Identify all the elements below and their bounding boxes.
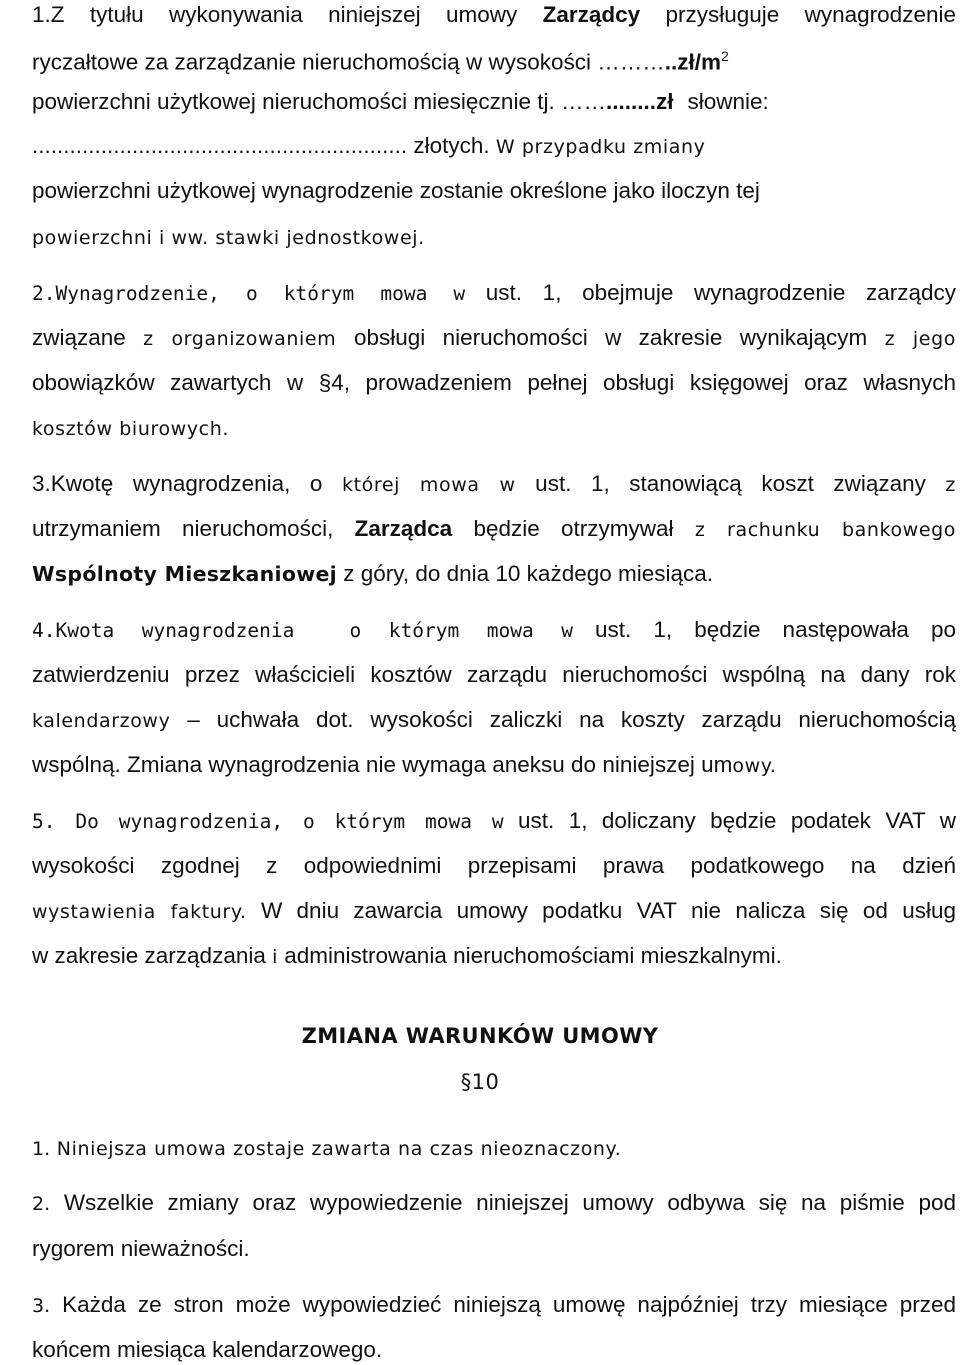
p1-line-4 xyxy=(32,131,956,162)
p5-line-2 xyxy=(32,851,956,881)
p2-line-1 xyxy=(32,278,956,309)
text: z rachunku bankowego xyxy=(694,519,956,541)
text: powierzchni i ww. stawki jednostkowej. xyxy=(32,227,425,249)
text: z xyxy=(945,474,956,496)
text: W przypadku zmiany xyxy=(495,136,706,158)
text: i xyxy=(272,946,278,968)
p5-line-3 xyxy=(32,896,956,927)
text: zatwierdzeniu przez właścicieli kosztów zarządu nieruchomości wspólną na dany rok xyxy=(32,662,956,687)
text: administrowania nieruchomościami mieszkalnymi. xyxy=(278,943,782,968)
text: powierzchni użytkowej wynagrodzenie zostanie określone jako iloczyn tej xyxy=(32,178,760,203)
text: w zakresie zarządzania xyxy=(32,943,273,968)
p1-line-5 xyxy=(32,176,956,206)
text: przysługuje wynagrodzenie xyxy=(640,2,956,27)
text: ............................................................ złotych. xyxy=(32,133,496,158)
text: Niniejsza umowa zostaje zawarta na czas nieoznaczony. xyxy=(50,1138,622,1160)
p5-line-1 xyxy=(32,806,956,837)
point-number: 1. xyxy=(32,1138,51,1160)
s1-line-1 xyxy=(32,1133,956,1164)
text: Każda ze stron może wypowiedzieć niniejszą umowę najpóźniej trzy miesiące przed xyxy=(50,1292,956,1317)
amount-placeholder: ........zł xyxy=(605,89,674,114)
p3-line-1 xyxy=(32,469,956,500)
text: 5. Do wynagrodzenia, o którym mowa w xyxy=(32,810,504,833)
text: będzie otrzymywał xyxy=(452,516,695,541)
s2-line-1 xyxy=(32,1188,956,1219)
text: W dniu zawarcia umowy podatku VAT nie nalicza się od usług xyxy=(246,898,957,923)
party-name: Wspólnoty Mieszkaniowej xyxy=(32,562,337,586)
section-title: ZMIANA WARUNKÓW UMOWY xyxy=(301,1024,659,1048)
p1-line-3 xyxy=(32,87,956,117)
point-number: 3. xyxy=(32,1295,51,1317)
point-number: 2. xyxy=(32,1193,51,1215)
p3-line-3 xyxy=(32,559,956,589)
text: słownie: xyxy=(687,89,769,114)
party-name: Zarządcy xyxy=(542,2,641,27)
text: 2.Wynagrodzenie, o którym mowa w xyxy=(32,282,466,305)
text: obowiązków zawartych w §4, prowadzeniem pełnej obsługi księgowej oraz własnych xyxy=(32,370,956,395)
text: kalendarzowy xyxy=(32,710,171,732)
p2-line-4 xyxy=(32,413,956,444)
text: wysokości zgodnej z odpowiednimi przepisami prawa podatkowego na dzień xyxy=(32,853,956,878)
text: powierzchni użytkowej nieruchomości miesięcznie tj. …… xyxy=(32,89,606,114)
text: związane xyxy=(32,325,144,350)
text: ust. 1, doliczany będzie podatek VAT w xyxy=(503,808,956,833)
text: – uchwała dot. wysokości zaliczki na koszty zarządu nieruchomością xyxy=(170,707,956,732)
superscript: 2 xyxy=(721,48,729,64)
p1-line-2 xyxy=(32,41,956,78)
p3-line-2 xyxy=(32,514,956,545)
text: owy. xyxy=(732,755,777,777)
text: rygorem nieważności. xyxy=(32,1236,250,1261)
text: kosztów biurowych. xyxy=(32,418,229,440)
p1-line-6 xyxy=(32,222,956,253)
party-name: Zarządca xyxy=(354,516,453,541)
text: ryczałtowe za zarządzanie nieruchomością w wysokości ……… xyxy=(32,49,665,75)
text: obsługi nieruchomości w zakresie wynikającym xyxy=(354,325,885,350)
p1-line-1 xyxy=(32,0,956,30)
text: z jego xyxy=(884,328,956,350)
text: z organizowaniem xyxy=(143,328,354,350)
text: Wszelkie zmiany oraz wypowiedzenie niniejszej umowy odbywa się na piśmie pod xyxy=(50,1190,956,1215)
text: ust. 1, stanowiącą koszt związany xyxy=(515,471,946,496)
p4-line-2 xyxy=(32,660,956,690)
unit-text: ..zł/m xyxy=(664,49,721,75)
p4-line-3 xyxy=(32,705,956,736)
p2-line-3 xyxy=(32,368,956,398)
text: ust. 1, obejmuje wynagrodzenie zarządcy xyxy=(465,280,956,305)
text: wystawienia faktury. xyxy=(32,901,247,923)
text: ust. 1, będzie następowała po xyxy=(572,617,956,642)
text: 1.Z tytułu wykonywania niniejszej umowy xyxy=(32,2,543,27)
text: końcem miesiąca kalendarzowego. xyxy=(32,1337,383,1362)
text: 4.Kwota wynagrodzenia o którym mowa w xyxy=(32,619,573,642)
text: której mowa w xyxy=(341,474,516,496)
text: utrzymaniem nieruchomości, xyxy=(32,516,355,541)
s3-line-2 xyxy=(32,1335,956,1365)
p2-line-2 xyxy=(32,323,956,354)
text: z góry, do dnia 10 każdego miesiąca. xyxy=(336,561,714,586)
text: wspólną. Zmiana wynagrodzenia nie wymaga aneksu do niniejszej um xyxy=(32,752,733,777)
p5-line-4 xyxy=(32,941,956,972)
p4-line-4 xyxy=(32,750,956,781)
s3-line-1 xyxy=(32,1290,956,1321)
text: 3.Kwotę wynagrodzenia, o xyxy=(32,471,342,496)
section-number: §10 xyxy=(460,1070,500,1094)
p4-line-1 xyxy=(32,615,956,646)
s2-line-2 xyxy=(32,1234,956,1264)
